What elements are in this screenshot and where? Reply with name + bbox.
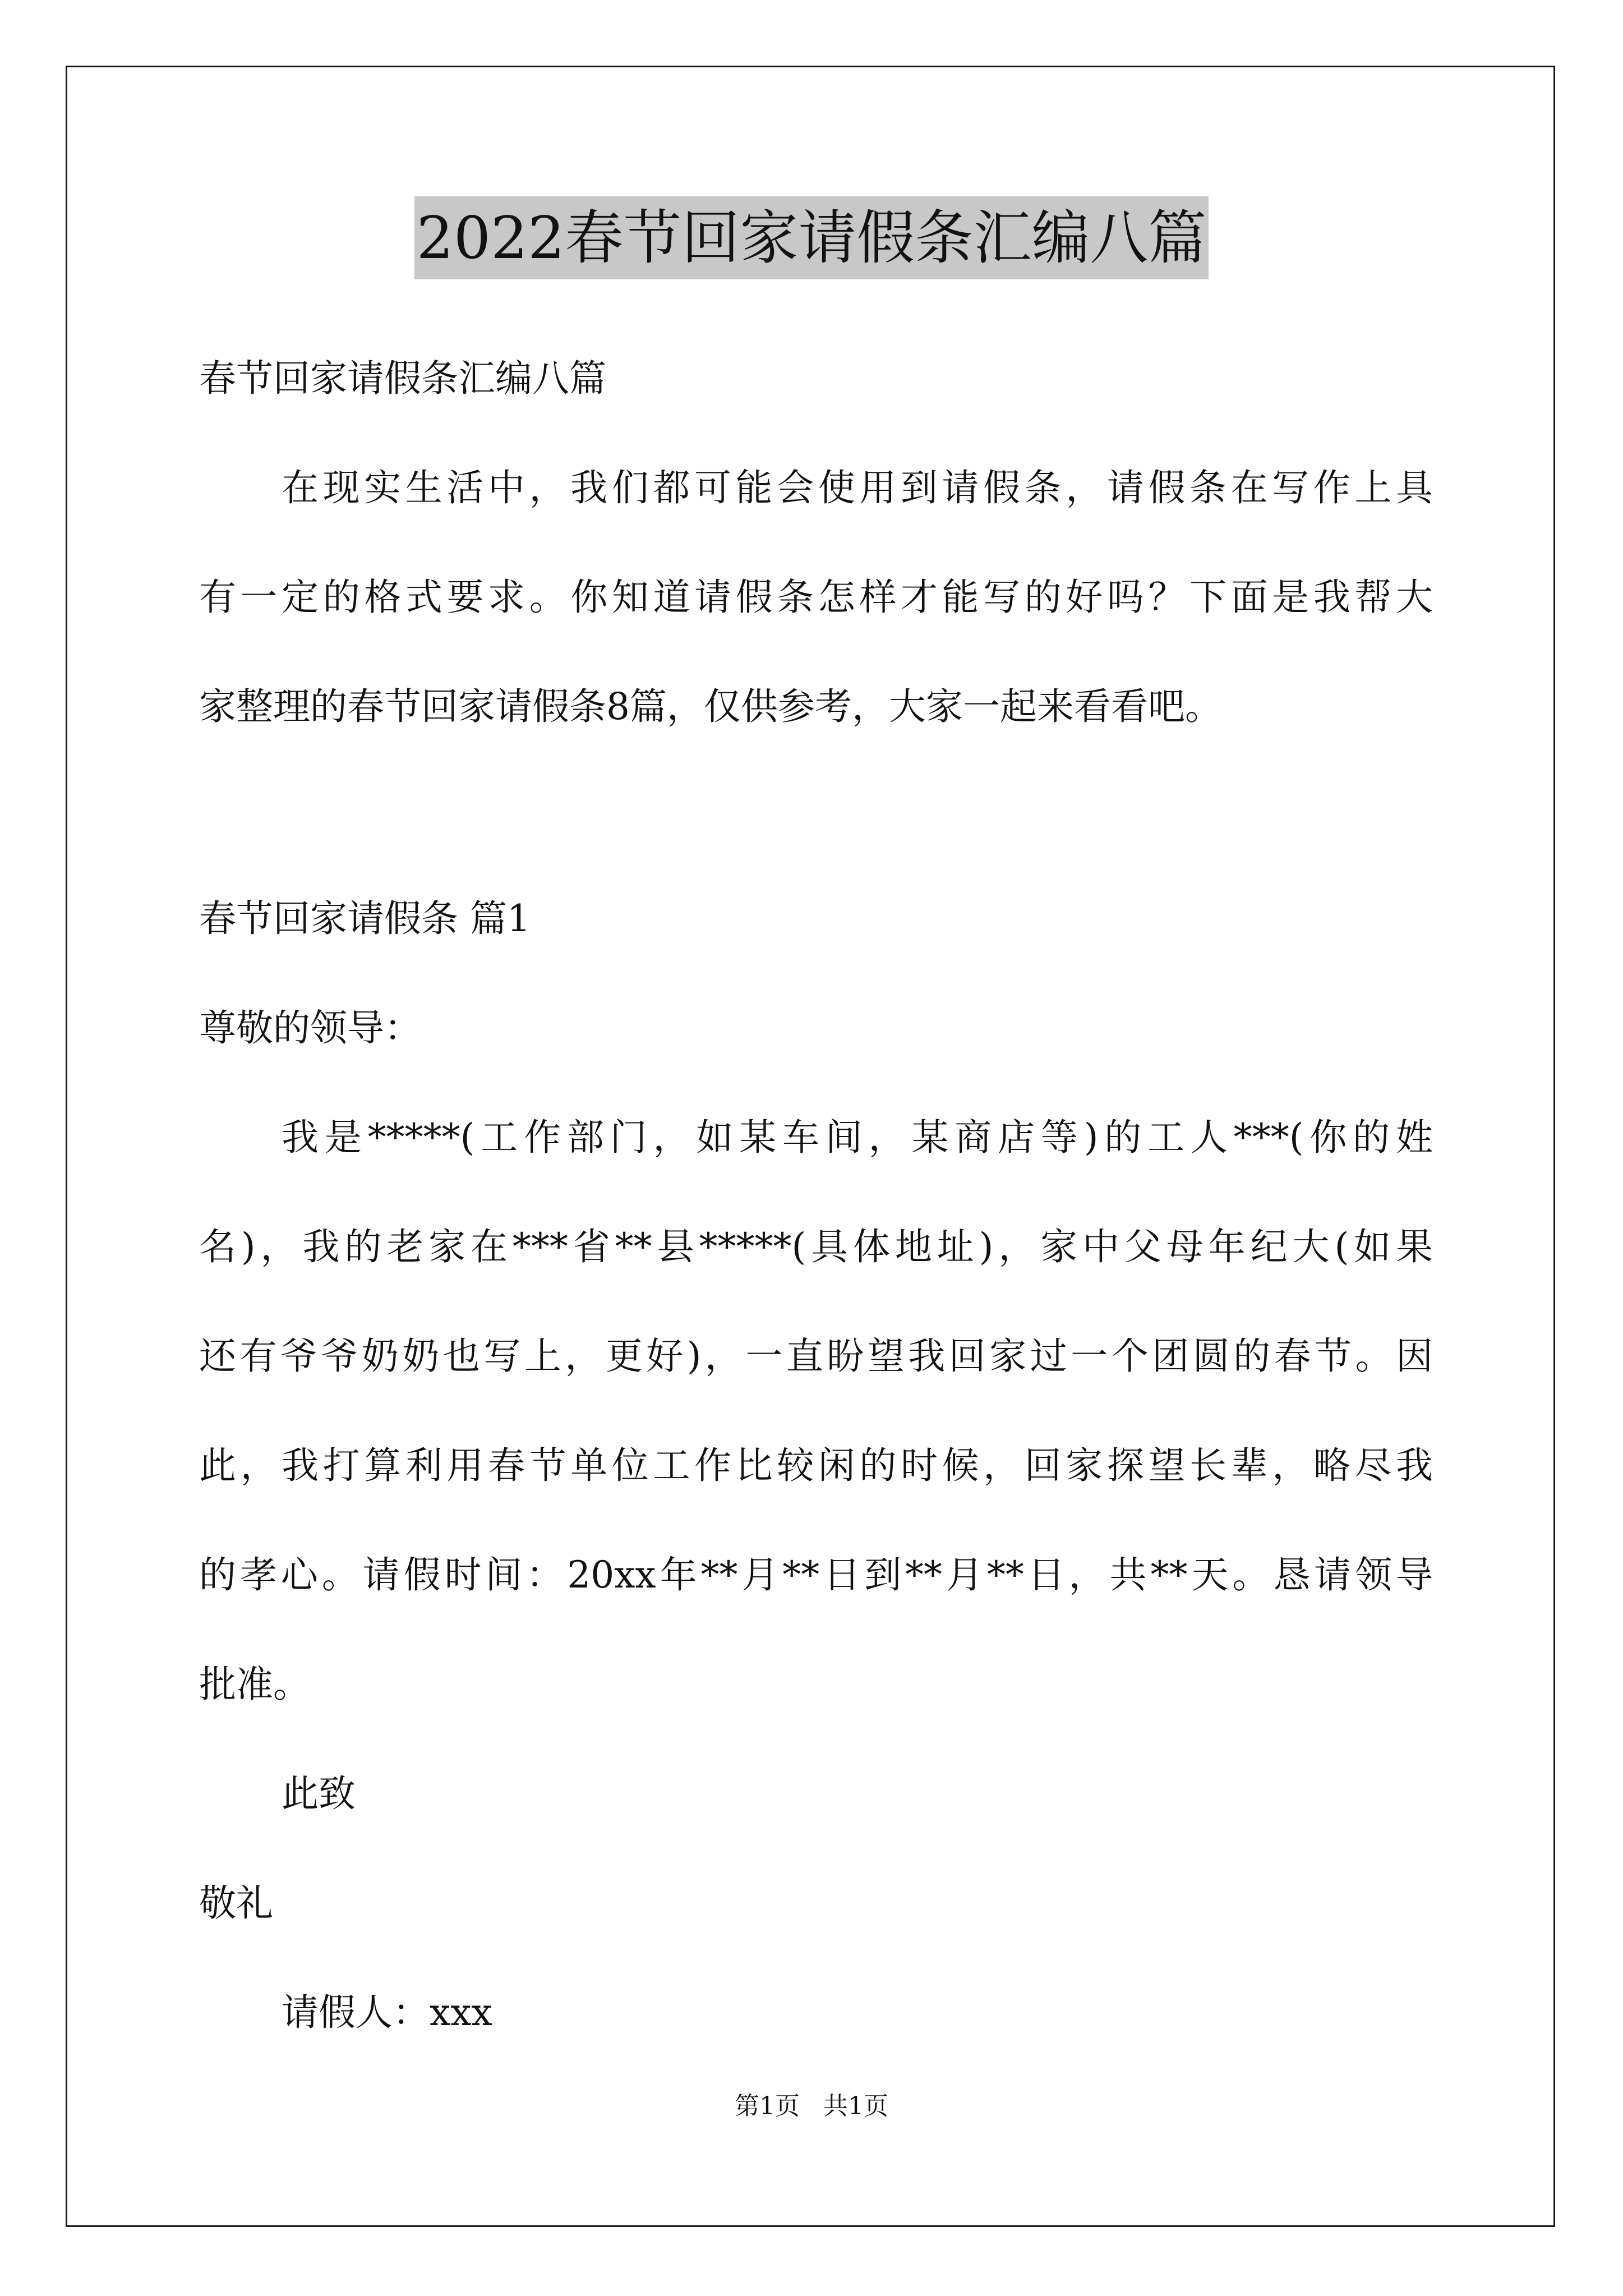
title-wrap — [0, 196, 1623, 279]
page-footer: 第1页 共1页 — [735, 2092, 888, 2120]
closing-line-2: 敬礼 — [199, 1881, 273, 1925]
body-line-3: 还有爷爷奶奶也写上，更好)，一直盼望我回家过一个团圆的春节。因 — [199, 1335, 1433, 1378]
body-line-6: 批准。 — [199, 1663, 310, 1706]
page-title: 2022春节回家请假条汇编八篇 — [414, 196, 1209, 279]
signature: 请假人：xxx — [282, 1991, 492, 2034]
intro-line-1: 在现实生活中，我们都可能会使用到请假条，请假条在写作上具 — [282, 466, 1433, 509]
body-line-1: 我是*****(工作部门，如某车间，某商店等)的工人***(你的姓 — [282, 1116, 1433, 1159]
closing-line-1: 此致 — [282, 1772, 356, 1815]
body-line-4: 此，我打算利用春节单位工作比较闲的时候，回家探望长辈，略尽我 — [199, 1444, 1433, 1487]
section-heading: 春节回家请假条 篇1 — [199, 897, 531, 940]
intro-line-3: 家整理的春节回家请假条8篇，仅供参考，大家一起来看看吧。 — [199, 685, 1222, 728]
intro-line-2: 有一定的格式要求。你知道请假条怎样才能写的好吗？下面是我帮大 — [199, 576, 1433, 619]
body-line-2: 名)，我的老家在***省**县*****(具体地址)，家中父母年纪大(如果 — [199, 1225, 1433, 1268]
body-line-5: 的孝心。请假时间：20xx年**月**日到**月**日，共**天。恳请领导 — [199, 1553, 1433, 1596]
salutation: 尊敬的领导： — [199, 1006, 421, 1050]
subtitle: 春节回家请假条汇编八篇 — [199, 357, 606, 400]
